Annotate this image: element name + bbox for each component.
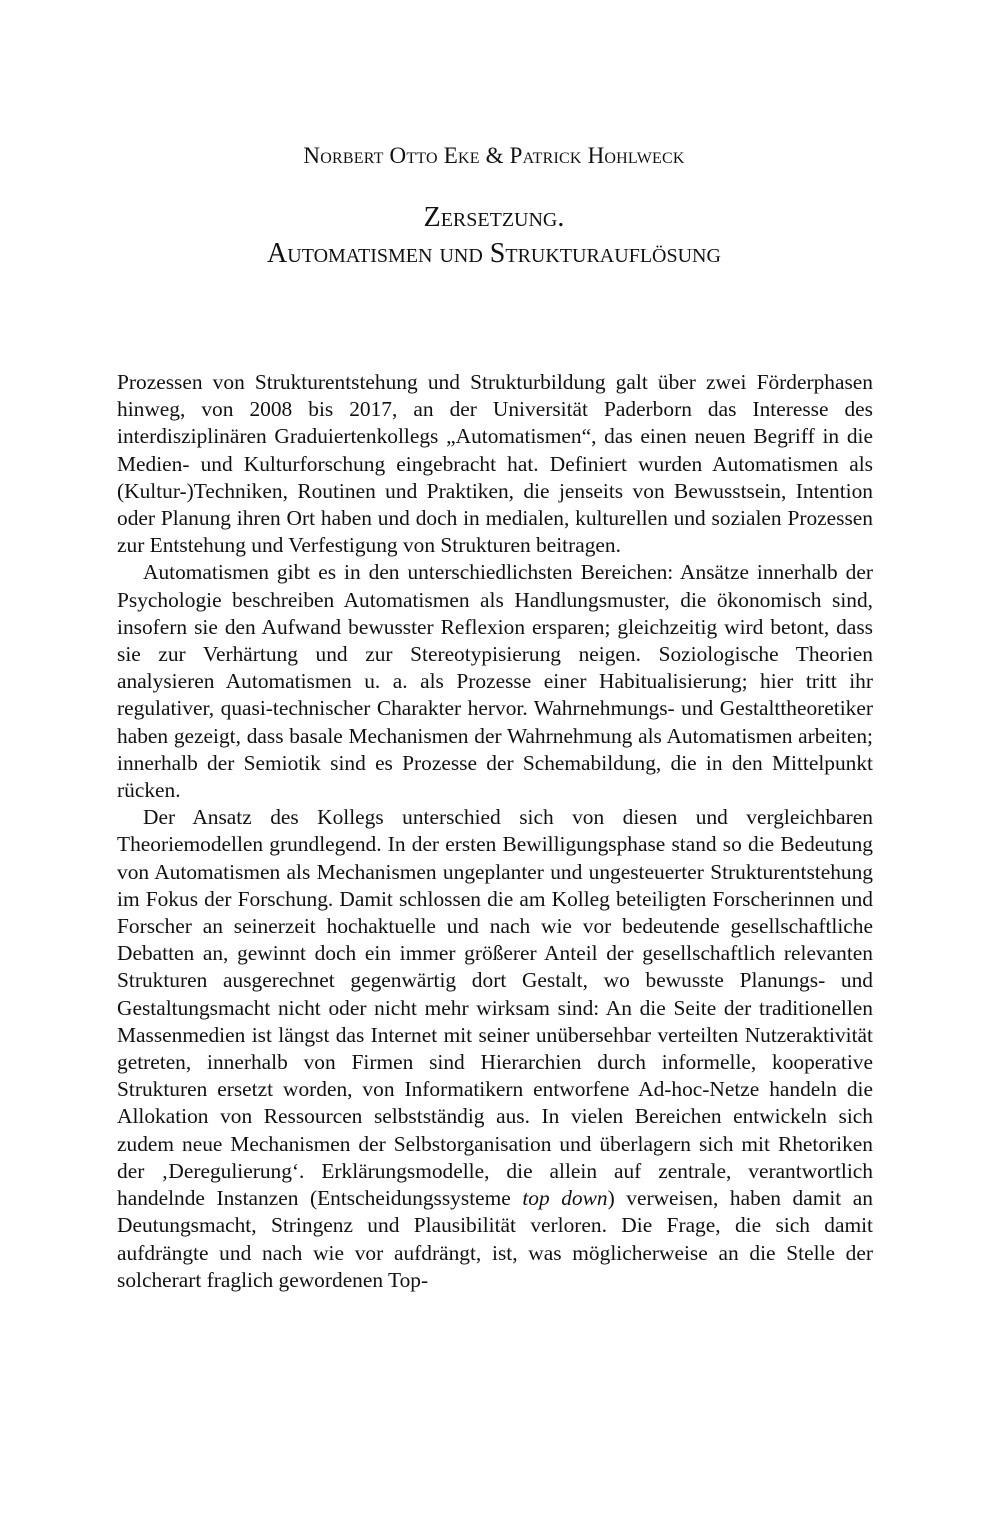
chapter-title-line-1: Zersetzung. [423,202,565,233]
body-text [117,369,873,1294]
paragraph-3-emphasis: top down [522,1186,608,1211]
chapter-authors: Norbert Otto Eke & Patrick Hohlweck [303,143,685,168]
paragraph-3-text-before-emphasis: Der Ansatz des Kollegs unterschied sich von diesen und vergleichbaren Theoriemodellen grundlegend. In der ersten Bewilligungsphase stand so die Bedeutung von Automatismen als Mechanismen ungeplanter und ungesteuerter Strukturentstehung im Fokus der Forschung. Damit schlossen die am Kolleg beteiligten Forscherinnen und Forscher an seinerzeit hochaktuelle und nach wie vor bedeutende gesellschaftliche Debatten an, gewinnt doch ein immer größerer Anteil der gesellschaftlich relevanten Strukturen ausgerechnet gegenwärtig dort Gestalt, wo bewusste Planungs- und Gestaltungsmacht nicht oder nicht mehr wirksam sind: An die Seite der traditionellen Massenmedien ist längst das Internet mit seiner unübersehbar verteilten Nutzeraktivität getreten, innerhalb von Firmen sind Hierarchien durch informelle, kooperative Strukturen ersetzt worden, von Informatikern entworfene Ad-hoc-Netze handeln die Allokation von Ressourcen selbstständig aus. In vielen Bereichen entwickeln sich zudem neue Mechanismen der Selbstorganisation und überlagern sich mit Rhetoriken der ‚Deregulierung‘. Erklärungsmodelle, die allein auf zentrale, verantwortlich handelnde Instanzen (Entscheidungssysteme [117,805,873,1211]
paragraph-2: Automatismen gibt es in den unterschiedlichsten Bereichen: Ansätze innerhalb der Psychologie beschreiben Automatismen als Handlungsmuster, die ökonomisch sind, insofern sie den Aufwand bewusster Reflexion ersparen; gleichzeitig wird betont, dass sie zur Verhärtung und zur Stereotypisierung neigen. Soziologische Theorien analysieren Automatismen u. a. als Prozesse einer Habitualisierung; hier tritt ihr regulativer, quasi-technischer Charakter hervor. Wahrnehmungs- und Gestalttheoretiker haben gezeigt, dass basale Mechanismen der Wahrnehmung als Automatismen arbeiten; innerhalb der Semiotik sind es Prozesse der Schemabildung, die in den Mittelpunkt rücken. [117,560,873,803]
paragraph-1: Prozessen von Strukturentstehung und Strukturbildung galt über zwei Förderphasen hinweg, von 2008 bis 2017, an der Universität Paderborn das Interesse des interdisziplinären Graduiertenkollegs „Automatismen“, das einen neuen Begriff in die Medien- und Kulturforschung eingebracht hat. Definiert wurden Automatismen als (Kultur-)Techniken, Routinen und Praktiken, die jenseits von Bewusstsein, Intention oder Planung ihren Ort haben und doch in medialen, kulturellen und sozialen Prozessen zur Entstehung und Verfestigung von Strukturen beitragen. [117,370,873,558]
paragraph-3-text-after-emphasis: ) verweisen, haben damit an Deutungsmacht, Stringenz und Plausibilität verloren. Die Frage, die sich damit aufdrängte und nach wie vor aufdrängt, ist, was möglicherweise an die Stelle der solcherart fraglich gewordenen Top- [117,1186,873,1292]
chapter-title-line-2: Automatismen und Strukturauflösung [267,238,721,269]
paragraph-3 [117,804,873,1294]
chapter-title [0,200,988,272]
